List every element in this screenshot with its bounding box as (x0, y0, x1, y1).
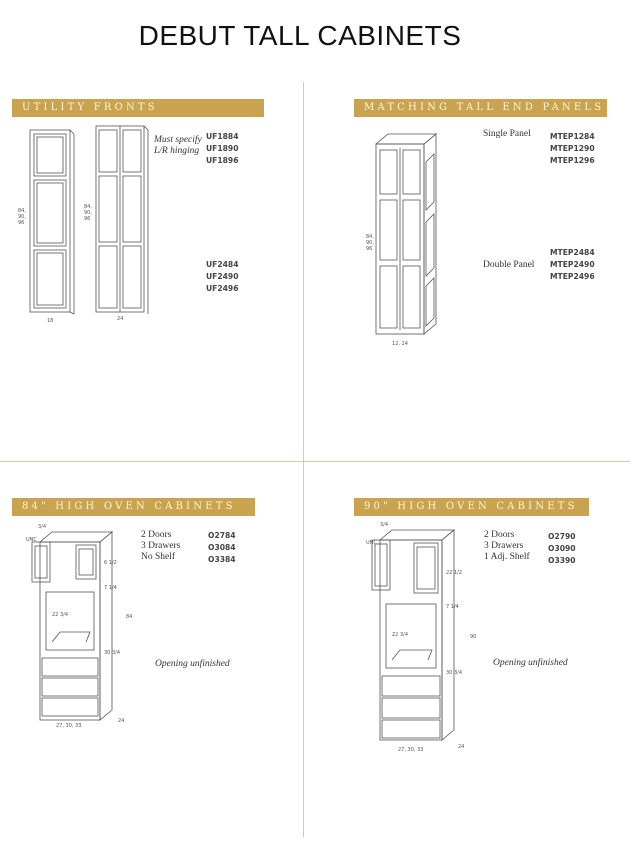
single-panel-label: Single Panel (483, 129, 531, 139)
end-panel-drawing (372, 132, 472, 342)
oven84-dim-height: 84 (126, 614, 133, 620)
end-panel-dim-height: 84, 90, 96 (366, 234, 374, 252)
oven84-dim-upper: 6 1/2 (104, 560, 117, 566)
oven84-spec-label-1: 2 Doors (141, 530, 172, 540)
end-panels-banner: MATCHING TALL END PANELS (354, 99, 607, 117)
oven90-spec-label-1: 2 Doors (484, 530, 515, 540)
utility-code-uf2496: UF2496 (206, 284, 239, 293)
utility-code-uf2490: UF2490 (206, 272, 239, 281)
utility-code-uf1884: UF1884 (206, 132, 239, 141)
oven90-dim-opening: 22 3/4 (392, 632, 408, 638)
end-code-mtep1284: MTEP1284 (550, 132, 595, 141)
oven90-dim-depth: 24 (458, 744, 465, 750)
utility-dim-height-1: 84, 90, 96 (18, 208, 26, 226)
oven90-dim-side: UNC (366, 540, 377, 546)
oven84-code-3: O3384 (208, 555, 236, 564)
utility-fronts-banner: UTILITY FRONTS (12, 99, 264, 117)
oven90-dim-height: 90 (470, 634, 477, 640)
oven84-code-1: O2784 (208, 531, 236, 540)
end-code-mtep2484: MTEP2484 (550, 248, 595, 257)
utility-dim-height-2: 84, 90, 96 (84, 204, 92, 222)
oven90-banner: 90" HIGH OVEN CABINETS (354, 498, 589, 516)
oven84-code-2: O3084 (208, 543, 236, 552)
oven84-dim-depth: 24 (118, 718, 125, 724)
oven84-dim-mid: 7 1/4 (104, 585, 117, 591)
utility-note-line1: Must specify (154, 135, 202, 145)
oven84-dim-side: UNC (26, 537, 37, 543)
utility-note-line2: L/R hinging (154, 146, 200, 156)
utility-code-uf1896: UF1896 (206, 156, 239, 165)
oven90-spec-label-3: 1 Adj. Shelf (484, 552, 530, 562)
oven90-cabinet-drawing (370, 528, 470, 748)
page-title: DEBUT TALL CABINETS (138, 20, 462, 51)
oven84-dim-top: 3/4 (38, 524, 47, 530)
utility-front-single-drawing (28, 128, 78, 318)
end-code-mtep1296: MTEP1296 (550, 156, 595, 165)
utility-code-uf2484: UF2484 (206, 260, 239, 269)
oven84-dim-width: 27, 30, 33 (56, 723, 82, 729)
oven84-banner: 84" HIGH OVEN CABINETS (12, 498, 255, 516)
oven90-code-2: O3090 (548, 544, 576, 553)
oven90-code-1: O2790 (548, 532, 576, 541)
oven90-dim-top: 3/4 (380, 522, 389, 528)
oven84-spec-label-2: 3 Drawers (141, 541, 181, 551)
oven90-code-3: O3390 (548, 556, 576, 565)
end-code-mtep1290: MTEP1290 (550, 144, 595, 153)
vertical-divider (303, 82, 304, 837)
utility-code-uf1890: UF1890 (206, 144, 239, 153)
oven90-dim-lower: 30 3/4 (446, 670, 462, 676)
utility-dim-width-a: 18 (47, 318, 54, 324)
end-code-mtep2490: MTEP2490 (550, 260, 595, 269)
oven84-note: Opening unfinished (155, 659, 230, 669)
utility-front-double-drawing (94, 124, 154, 318)
end-panel-dim-width: 12, 24 (392, 341, 408, 347)
oven90-spec-label-2: 3 Drawers (484, 541, 524, 551)
end-code-mtep2496: MTEP2496 (550, 272, 595, 281)
double-panel-label: Double Panel (483, 260, 535, 270)
oven84-dim-opening: 22 3/4 (52, 612, 68, 618)
oven90-dim-mid: 7 1/4 (446, 604, 459, 610)
oven90-dim-width: 27, 30, 33 (398, 747, 424, 753)
oven90-note: Opening unfinished (493, 658, 568, 668)
oven84-spec-label-3: No Shelf (141, 552, 176, 562)
oven90-dim-upper: 22 1/2 (446, 570, 462, 576)
oven84-dim-lower: 30 3/4 (104, 650, 120, 656)
horizontal-divider (0, 461, 630, 462)
utility-dim-width-b: 24 (117, 316, 124, 322)
